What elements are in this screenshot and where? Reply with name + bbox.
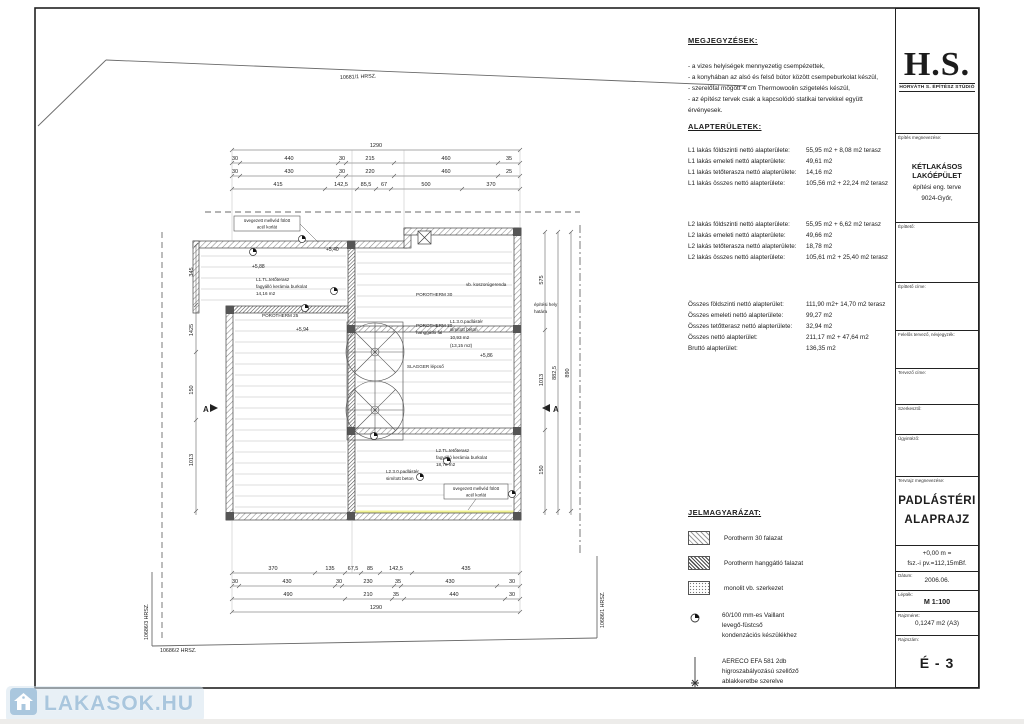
section-markers — [203, 404, 559, 414]
plan-label: üvegezett mellvéd fölött — [243, 218, 291, 223]
field-editor — [896, 405, 978, 435]
dim-label: 215 — [365, 156, 375, 162]
dim-label: 430 — [284, 169, 294, 175]
dim-label: 30 — [231, 169, 239, 175]
scale-label: Lépték: — [898, 592, 913, 597]
datum-box — [896, 546, 978, 572]
dim-label: 142,5 — [389, 566, 403, 572]
drawing-number-box — [896, 636, 978, 689]
plan-label: hanggátló fal — [416, 330, 443, 335]
areas-section — [688, 122, 892, 354]
legend-line: kondenzációs készülékhez — [722, 632, 797, 639]
note-item: - az építész tervek csak a kapcsolódó statikai tervekkel együtt érvényesek. — [688, 96, 863, 114]
area-label: Összes nettó alapterület: — [688, 334, 758, 341]
parcel-label-top: 10681/1 HRSZ. — [339, 73, 377, 81]
columns — [226, 228, 521, 520]
datum-line1: +0,00 m = — [922, 549, 952, 557]
plan-label: L1.3.0.padlástér — [450, 319, 483, 324]
dim-label: 35 — [505, 156, 513, 162]
date-value: 2006.06. — [924, 577, 950, 584]
legend-item — [688, 611, 888, 641]
field-label: Ügyintéző: — [898, 436, 920, 441]
drawing-name-box — [896, 477, 978, 546]
dim-label: 30 — [231, 579, 239, 585]
plan-label: POROTHERM 25 — [262, 313, 299, 318]
drawing-number-value: É - 3 — [919, 654, 955, 671]
plan-label: simított beton — [450, 327, 478, 332]
dim-label: 142,5 — [334, 182, 348, 188]
dim-label: 1013 — [189, 453, 195, 467]
title-block — [895, 8, 979, 688]
field-designer-address — [896, 369, 978, 405]
dim-label: 30 — [338, 169, 346, 175]
dim-label: 435 — [461, 566, 471, 572]
dim-label: 30 — [508, 579, 516, 585]
datum-line2: fsz.-i pv.=112,15mBf. — [907, 559, 967, 567]
scan-edge — [0, 719, 1024, 724]
area-value: 32,94 m2 — [806, 323, 833, 330]
section-letter-right: A — [553, 405, 559, 414]
dim-label: 415 — [273, 182, 283, 188]
dim-label: 370 — [268, 566, 278, 572]
studio-logo: H.S. — [903, 46, 971, 83]
dim-label: 150 — [189, 385, 195, 395]
plan-label: simított beton — [386, 476, 414, 481]
hatch-dense-swatch — [688, 556, 710, 570]
section-letter-left: A — [203, 405, 209, 414]
area-value: 105,61 m2 + 25,40 m2 terasz — [806, 254, 889, 261]
dim-label: 440 — [449, 592, 459, 598]
area-value: 49,61 m2 — [806, 158, 833, 165]
dim-label: 345 — [189, 267, 195, 277]
field-label: Szerkesztő: — [898, 406, 922, 411]
legend-item — [688, 531, 888, 545]
shaft — [418, 231, 431, 244]
hatch-light-swatch — [688, 531, 710, 545]
dim-label: 882,5 — [552, 366, 558, 380]
deck-lines — [201, 252, 512, 507]
area-label: L2 lakás összes nettó alapterülete: — [688, 254, 785, 261]
legend-item — [688, 556, 888, 570]
dim-label: 460 — [441, 169, 451, 175]
date-label: Dátum: — [898, 573, 913, 578]
area-label: Összes földszinti nettó alapterület: — [688, 301, 784, 308]
plan-label: fagyálló kerámia burkolat — [256, 284, 308, 289]
area-label: L2 lakás tetőterasza nettó alapterülete: — [688, 243, 797, 250]
dim-label: 370 — [486, 182, 496, 188]
parcel-label-left: 10686/3 HRSZ. — [144, 603, 150, 640]
field-clerk — [896, 435, 978, 477]
project-label: Építés megnevezése: — [898, 135, 942, 140]
size-value: 0,1247 m2 (A3) — [914, 619, 960, 627]
dim-label: 67,5 — [347, 566, 359, 572]
field-label: Építtető: — [898, 224, 915, 229]
house-icon — [10, 688, 37, 720]
dim-label: 230 — [363, 579, 373, 585]
drawing-number-label: Rajzszám: — [898, 637, 920, 642]
area-label: L1 lakás összes nettó alapterülete: — [688, 180, 785, 187]
dim-label: 35 — [394, 579, 402, 585]
level-label: +5,94 — [296, 327, 309, 333]
plan-label: L1.TL.tetőterasz — [256, 277, 290, 282]
site-boundary-lines — [38, 60, 747, 646]
dim-label: 430 — [282, 579, 292, 585]
legend-section — [688, 508, 888, 705]
watermark-text: LAKASOK.HU — [44, 692, 194, 715]
legend-line: 60/100 mm-es Vaillant — [722, 612, 785, 619]
dim-label: 1013 — [539, 373, 545, 387]
stipple-swatch — [688, 581, 710, 595]
area-value: 99,27 m2 — [806, 312, 833, 319]
size-label: Rajzméret: — [898, 613, 920, 618]
plan-label: L2.TL.tetőterasz — [436, 448, 470, 453]
area-label: L2 lakás emeleti nettó alapterülete: — [688, 232, 786, 239]
plan-label: POROTHERM 30 — [416, 323, 453, 328]
area-value: 111,90 m2+ 14,70 m2 terasz — [806, 301, 886, 308]
dim-label: 1290 — [369, 143, 383, 149]
dim-label: 1425 — [189, 323, 195, 337]
level-label: +5,88 — [252, 264, 265, 270]
note-item: - a vizes helyiségek mennyezetig csempézettek, — [688, 63, 825, 70]
plan-label: 10,93 m2 — [450, 335, 470, 340]
area-label: L2 lakás földszinti nettó alapterülete: — [688, 221, 790, 228]
dim-label: 1290 — [369, 605, 383, 611]
plan-label: üvegezett mellvéd fölött — [452, 486, 500, 491]
area-value: 211,17 m2 + 47,64 m2 — [806, 334, 869, 341]
project-city: 9024-Győr, — [921, 195, 953, 202]
note-item: - a konyhában az alsó és felső bútor között csempeburkolat készül, — [688, 74, 879, 81]
area-label: Bruttó alapterület: — [688, 345, 738, 352]
notes-section — [688, 36, 890, 116]
drawing-name-label: Tervrajz megnevezése: — [898, 478, 945, 483]
scale-value: M 1:100 — [923, 596, 951, 606]
studio-logo-box — [896, 9, 978, 134]
field-label: Építtető címe: — [898, 284, 926, 289]
plan-label: POROTHERM 30 — [416, 292, 453, 297]
area-value: 136,35 m2 — [806, 345, 836, 352]
plan-label: határa — [534, 309, 548, 314]
area-value: 14,16 m2 — [806, 169, 833, 176]
field-client-address — [896, 283, 978, 331]
dim-label: 500 — [421, 182, 431, 188]
project-name: KÉTLAKÁSOS LAKÓÉPÜLET — [911, 162, 963, 180]
dim-label: 30 — [231, 156, 239, 162]
plan-label: fagyálló kerámia burkolat — [436, 455, 488, 460]
studio-name: HORVÁTH S. ÉPÍTÉSZ STÚDIÓ — [899, 85, 975, 90]
dim-label: 30 — [508, 592, 516, 598]
vent-symbol-icon — [688, 657, 708, 694]
legend-item — [688, 581, 888, 595]
plan-label: acél korlát — [465, 492, 487, 498]
dim-label: 575 — [539, 275, 545, 285]
field-client — [896, 223, 978, 283]
plan-label: L2.3.0.padlástér — [386, 469, 419, 474]
scale-box — [896, 591, 978, 612]
parcel-label-right: 10686/1 HRSZ. — [600, 591, 606, 628]
field-lead-designer — [896, 331, 978, 369]
area-label: L1 lakás tetőterasza nettó alapterülete: — [688, 169, 797, 176]
area-value: 55,95 m2 + 6,62 m2 terasz — [806, 221, 882, 228]
dim-label: 67 — [380, 182, 388, 188]
dim-label: 490 — [283, 592, 293, 598]
flue-symbol-icon — [688, 611, 708, 630]
level-label: +5,40 — [326, 247, 339, 253]
legend-label: monolit vb. szerkezet — [724, 584, 784, 592]
level-label: +5,86 — [480, 353, 493, 359]
dim-label: 440 — [284, 156, 294, 162]
dim-label: 30 — [335, 579, 343, 585]
walls — [193, 228, 521, 520]
dim-label: 220 — [365, 169, 375, 175]
area-label: L1 lakás földszinti nettó alapterülete: — [688, 147, 790, 154]
dim-label: 85 — [366, 566, 374, 572]
area-label: Összes tetőtterasz nettó alapterülete: — [688, 323, 793, 330]
notes-title: MEGJEGYZÉSEK: — [688, 36, 758, 45]
area-label: L1 lakás emeleti nettó alapterülete: — [688, 158, 786, 165]
drawing-name-line1: PADLÁSTÉRI — [898, 495, 976, 507]
legend-item — [688, 657, 888, 694]
legend-line: ablakkeretbe szerelve — [722, 678, 784, 685]
watermark — [6, 686, 204, 722]
dim-label: 25 — [505, 169, 513, 175]
project-box — [896, 134, 978, 223]
plan-label: vb. koszorúgerenda — [466, 282, 507, 287]
dim-label: 210 — [363, 592, 373, 598]
project-subtitle: építési eng. terve — [912, 184, 962, 191]
dim-label: 35 — [392, 592, 400, 598]
legend-label: Porotherm hanggátló falazat — [724, 559, 804, 567]
plan-label: 14,16 m2 — [256, 291, 276, 296]
field-label: Felelős tervező, névjegyzék: — [898, 332, 955, 337]
area-label: Összes emeleti nettó alapterülete: — [688, 312, 784, 319]
plan-label: SLAGGER lépcső — [407, 364, 444, 369]
plan-label: építési hely — [534, 302, 558, 307]
legend-title: JELMAGYARÁZAT: — [688, 508, 762, 517]
legend-label: Porotherm 30 falazat — [724, 534, 783, 542]
size-box — [896, 612, 978, 636]
drawing-name-line2: ALAPRAJZ — [904, 514, 970, 526]
dim-label: 85,5 — [360, 182, 372, 188]
dim-label: 150 — [539, 465, 545, 475]
plan-label: (13,15 m2) — [450, 343, 473, 348]
areas-title: ALAPTERÜLETEK: — [688, 122, 762, 131]
note-item: - szerelőfal mögött 4 cm Thermowoolin szigetelés készül, — [688, 85, 850, 92]
plan-label: 18,78 m2 — [436, 462, 456, 467]
plan-label: acél korlát — [256, 224, 278, 230]
dim-label: 135 — [325, 566, 335, 572]
dim-label: 30 — [338, 156, 346, 162]
legend-line: AERECO EFA 581 2db — [722, 658, 787, 665]
guard-label-boxes — [234, 216, 508, 510]
dim-label: 430 — [445, 579, 455, 585]
legend-line: higroszabályozású szellőző — [722, 668, 799, 675]
area-value: 49,66 m2 — [806, 232, 833, 239]
legend-line: levegő-füstcső — [722, 622, 763, 629]
parcel-label-bottom: 10686/2 HRSZ. — [160, 648, 197, 654]
area-value: 18,78 m2 — [806, 243, 833, 250]
area-value: 105,56 m2 + 22,24 m2 terasz — [806, 180, 889, 187]
dim-label: 460 — [441, 156, 451, 162]
field-label: Tervező címe: — [898, 370, 927, 375]
dim-label: 890 — [565, 368, 571, 378]
area-value: 55,95 m2 + 8,08 m2 terasz — [806, 147, 882, 154]
date-box — [896, 572, 978, 591]
